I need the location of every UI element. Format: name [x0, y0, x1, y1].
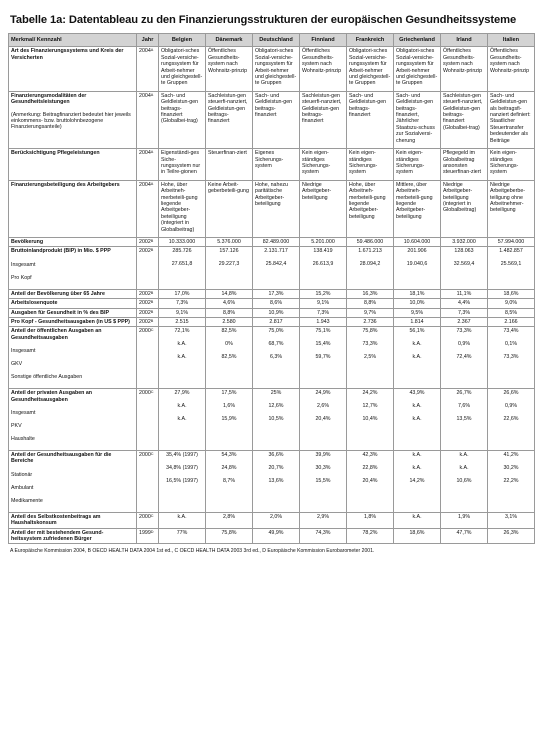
- cell-value: 138.419: [313, 248, 333, 255]
- table-cell: Pflegegeld im Globalbeitrag ansonsten steuerfinan-ziert: [441, 149, 488, 181]
- year-cell: $2004^A$: [137, 47, 159, 91]
- row-label: Art des Finanzierungssystems und Kreis der Versicherten: [9, 47, 137, 91]
- table-cell: [488, 247, 535, 289]
- cell-value: 157.126: [219, 248, 239, 255]
- table-cell: Hohe, nahezu paritätische Arbeitgeber-beteiligung: [253, 180, 300, 237]
- table-row: [9, 299, 535, 308]
- table-cell: Sach- und Geldleistun-gen als beitragsfi-nanziert definiert: Staatlicher Steuertransfer bedeutender als Beiträge: [488, 91, 535, 148]
- cell-value: 10,5%: [268, 416, 284, 423]
- table-cell: 26,3%: [488, 528, 535, 544]
- table-cell: [159, 247, 206, 289]
- table-cell: Hohe, über Arbeitneh-merbeteili-gung liegende Arbeitgeber-beteiligung (integriert in Globalbeitrag): [159, 180, 206, 237]
- table-row: [9, 308, 535, 317]
- table-cell: Sachleistun-gen steuerfi-nanziert, Geldleistun-gen beitrags-finanziert (Globalbei-trag): [441, 91, 488, 148]
- sub-label: Insgesamt: [11, 261, 36, 268]
- row-label: Finanzierungsmodalitäten der Gesundheitsleistungen (Anmerkung: Beitragfinanziert bedeutet hier jeweils einkommens- bzw. bruttolohnbezogene Finanzierungsanteile): [9, 91, 137, 148]
- source-marker: C: [150, 513, 154, 518]
- row-label: [9, 327, 137, 389]
- table-cell: 2,8%: [206, 512, 253, 528]
- cell-value: 10,6%: [456, 478, 472, 485]
- row-label: Arbeitslosenquote: [9, 299, 137, 308]
- table-cell: 2,9%: [300, 512, 347, 528]
- cell-value: 75,1%: [315, 328, 331, 335]
- table-cell: [394, 389, 441, 451]
- cell-value: 6,3%: [269, 354, 283, 361]
- source-marker: B: [150, 290, 154, 295]
- sub-label: Ambulant: [11, 484, 34, 491]
- table-cell: Steuerfinan-ziert: [206, 149, 253, 181]
- source-marker: D: [150, 529, 154, 534]
- table-cell: 9,1%: [159, 308, 206, 317]
- table-cell: 78,2%: [347, 528, 394, 544]
- source-marker: A: [150, 48, 154, 53]
- table-cell: 75,8%: [206, 528, 253, 544]
- table-cell: Kein eigen-ständiges Sicherungs-system: [488, 149, 535, 181]
- table-cell: 4,6%: [206, 299, 253, 308]
- cell-value: 285.726: [172, 248, 192, 255]
- cell-value: 34,8% (1997): [166, 465, 198, 472]
- table-cell: Öffentliches Gesundheits-system nach Wohnsitz-prinzip: [206, 47, 253, 91]
- cell-value: 0,1%: [504, 341, 518, 348]
- cell-value: 39,9%: [315, 452, 331, 459]
- cell-value: 19.040,6: [406, 261, 428, 268]
- cell-value: 68,7%: [268, 341, 284, 348]
- cell-value: 2,5%: [363, 354, 377, 361]
- sub-label: Haushalte: [11, 436, 35, 443]
- cell-value: 30,2%: [503, 465, 519, 472]
- table-cell: 9,5%: [394, 308, 441, 317]
- cell-value: 22,2%: [503, 478, 519, 485]
- source-marker: B: [150, 300, 154, 305]
- cell-value: 26,7%: [456, 390, 472, 397]
- column-header: Dänemark: [206, 34, 253, 47]
- column-header: Griechenland: [394, 34, 441, 47]
- cell-value: 24,2%: [362, 390, 378, 397]
- table-cell: 2,0%: [253, 512, 300, 528]
- source-marker: A: [150, 181, 154, 186]
- cell-value: 72,1%: [174, 328, 190, 335]
- table-cell: [253, 389, 300, 451]
- table-cell: 57.994.000: [488, 237, 535, 246]
- table-cell: Sach- und Geldleistun-gen beitrags-finanziert: [253, 91, 300, 148]
- cell-value: k.A.: [412, 341, 422, 348]
- cell-value: 32.569,4: [453, 261, 475, 268]
- table-cell: [159, 389, 206, 451]
- cell-value: 59,7%: [315, 354, 331, 361]
- cell-value: 2.131.717: [264, 248, 288, 255]
- table-row: [9, 149, 535, 181]
- cell-value: k.A.: [177, 403, 187, 410]
- table-cell: [394, 451, 441, 513]
- cell-value: 16,5% (1997): [166, 478, 198, 485]
- column-header: Deutschland: [253, 34, 300, 47]
- table-cell: Hohe, über Arbeitneh-merbeteili-gung liegende Arbeitgeber-beteiligung: [347, 180, 394, 237]
- cell-value: 1.482.857: [499, 248, 523, 255]
- cell-value: k.A.: [412, 452, 422, 459]
- table-cell: 7,3%: [159, 299, 206, 308]
- column-header: Belgien: [159, 34, 206, 47]
- cell-value: 12,6%: [268, 403, 284, 410]
- table-cell: [347, 247, 394, 289]
- table-row: [9, 47, 535, 91]
- table-cell: 9,0%: [488, 299, 535, 308]
- table-cell: [441, 247, 488, 289]
- table-cell: Obligatori-sches Sozial-versiche-rungssystem für Arbeit-nehmer und gleichgestell-te Gruppen: [253, 47, 300, 91]
- source-marker: A: [150, 150, 154, 155]
- table-cell: 7,3%: [300, 308, 347, 317]
- sub-label: Stationär: [11, 471, 33, 478]
- table-cell: Kein eigen-ständiges Sicherungs-system: [394, 149, 441, 181]
- table-cell: 1.943: [300, 318, 347, 327]
- cell-value: 27,9%: [174, 390, 190, 397]
- cell-value: 13,6%: [268, 478, 284, 485]
- sub-label: Insgesamt: [11, 348, 36, 355]
- table-cell: 2.367: [441, 318, 488, 327]
- table-cell: [159, 327, 206, 389]
- row-label: Bevölkerung: [9, 237, 137, 246]
- table-cell: Eigenes Sicherungs-system: [253, 149, 300, 181]
- cell-value: 24,8%: [221, 465, 237, 472]
- table-cell: [347, 327, 394, 389]
- cell-value: 25%: [270, 390, 282, 397]
- table-cell: 18,1%: [394, 289, 441, 298]
- year-cell: $2000^C$: [137, 512, 159, 528]
- table-row: [9, 237, 535, 246]
- cell-value: k.A.: [177, 354, 187, 361]
- cell-value: 26,6%: [503, 390, 519, 397]
- table-cell: Öffentliches Gesundheits-system nach Wohnsitz-prinzip: [441, 47, 488, 91]
- table-cell: 15,2%: [300, 289, 347, 298]
- group-label: Bruttoinlandprodukt (BIP) in Mio. $ PPP: [11, 248, 111, 255]
- cell-value: 26.613,9: [312, 261, 334, 268]
- table-cell: 2.817: [253, 318, 300, 327]
- year-cell: $2002^B$: [137, 247, 159, 289]
- table-row: [9, 247, 535, 289]
- table-cell: 10.333.000: [159, 237, 206, 246]
- table-cell: 8,5%: [488, 308, 535, 317]
- table-cell: [206, 327, 253, 389]
- cell-value: k.A.: [459, 452, 469, 459]
- cell-value: 20,7%: [268, 465, 284, 472]
- year-cell: $2000^C$: [137, 327, 159, 389]
- table-cell: 2.736: [347, 318, 394, 327]
- table-cell: Niedrige Arbeitgeber-beteiligung: [300, 180, 347, 237]
- table-cell: [441, 327, 488, 389]
- table-cell: Sach- und Geldleistun-gen beitrags-finanziert, Jährlicher Staatszu-schuss zur Sozialversi-cherung: [394, 91, 441, 148]
- group-label: Anteil der öffentlichen Ausgaben an Gesundheitsausgaben: [11, 328, 102, 341]
- year-cell: $2004^A$: [137, 180, 159, 237]
- column-header: Irland: [441, 34, 488, 47]
- sub-label: Pro Kopf: [11, 274, 32, 281]
- table-cell: 5.201.000: [300, 237, 347, 246]
- source-marker: C: [150, 452, 154, 457]
- source-marker: A: [150, 92, 154, 97]
- cell-value: 15,5%: [315, 478, 331, 485]
- table-cell: [300, 327, 347, 389]
- column-header: Italien: [488, 34, 535, 47]
- cell-value: 25.842,4: [265, 261, 287, 268]
- cell-value: 75,0%: [268, 328, 284, 335]
- table-cell: 17,0%: [159, 289, 206, 298]
- cell-value: 73,3%: [362, 341, 378, 348]
- header-row: [9, 34, 535, 47]
- row-label: [9, 451, 137, 513]
- page-title: Tabelle 1a: Datentableau zu den Finanzierungsstrukturen der europäischen Gesundheitssysteme: [10, 14, 517, 26]
- sub-label: Medikamente: [11, 497, 43, 504]
- cell-value: 0,9%: [457, 341, 471, 348]
- cell-value: k.A.: [177, 416, 187, 423]
- table-cell: 18,6%: [488, 289, 535, 298]
- table-row: [9, 451, 535, 513]
- sub-label: GKV: [11, 361, 23, 368]
- table-cell: 9,7%: [347, 308, 394, 317]
- column-header: Jahr: [137, 34, 159, 47]
- table-cell: [441, 389, 488, 451]
- table-cell: Sach- und Geldleistun-gen beitrags-finanziert (Globalbei-trag): [159, 91, 206, 148]
- cell-value: k.A.: [412, 354, 422, 361]
- cell-value: 82,5%: [221, 354, 237, 361]
- table-cell: [394, 327, 441, 389]
- table-cell: [300, 247, 347, 289]
- year-cell: $2002^B$: [137, 299, 159, 308]
- table-cell: [253, 327, 300, 389]
- row-label: Finanzierungsbeteiligung des Arbeitgebers: [9, 180, 137, 237]
- table-cell: [300, 389, 347, 451]
- table-cell: 10.604.000: [394, 237, 441, 246]
- sub-label: PKV: [11, 423, 22, 430]
- table-cell: [488, 451, 535, 513]
- cell-value: 27.651,8: [171, 261, 193, 268]
- source-marker: B: [150, 309, 154, 314]
- row-label: Anteil der mit bestehendem Gesund-heitssystem zufriedenen Bürger: [9, 528, 137, 544]
- table-cell: 17,3%: [253, 289, 300, 298]
- footnote: A Europäische Kommission 2004, B OECD HEALTH DATA 2004 1st ed., C OECD HEALTH DATA 2003 3rd ed., D Europäische Kommission Eurobarometer 2001.: [10, 548, 375, 555]
- cell-value: 7,6%: [457, 403, 471, 410]
- table-cell: 77%: [159, 528, 206, 544]
- cell-value: 14,2%: [409, 478, 425, 485]
- row-label: Anteil der Bevölkerung über 65 Jahre: [9, 289, 137, 298]
- cell-value: 20,4%: [315, 416, 331, 423]
- year-cell: $2002^B$: [137, 308, 159, 317]
- table-cell: 11,1%: [441, 289, 488, 298]
- cell-value: 2,6%: [316, 403, 330, 410]
- table-cell: k.A.: [159, 512, 206, 528]
- cell-value: 1.671.213: [358, 248, 382, 255]
- cell-value: 30,3%: [315, 465, 331, 472]
- source-marker: B: [150, 248, 154, 253]
- year-cell: $2002^B$: [137, 289, 159, 298]
- cell-value: 73,3%: [503, 354, 519, 361]
- table-row: [9, 512, 535, 528]
- sub-label: Sonstige öffentliche Ausgaben: [11, 374, 83, 381]
- cell-value: k.A.: [412, 465, 422, 472]
- cell-value: 13,5%: [456, 416, 472, 423]
- row-note: (Anmerkung: Beitragfinanziert bedeutet hier jeweils einkommens- bzw. bruttolohnbezogene Finanzierungsanteile): [11, 111, 131, 131]
- column-header: Frankreich: [347, 34, 394, 47]
- row-label: [9, 247, 137, 289]
- table-cell: 74,3%: [300, 528, 347, 544]
- cell-value: 20,4%: [362, 478, 378, 485]
- cell-value: k.A.: [177, 341, 187, 348]
- table-cell: [300, 451, 347, 513]
- cell-value: 41,2%: [503, 452, 519, 459]
- table-cell: 2.580: [206, 318, 253, 327]
- cell-value: 24,9%: [315, 390, 331, 397]
- table-cell: Keine Arbeit-geberbeteili-gung: [206, 180, 253, 237]
- row-label: Pro Kopf - Gesundheitsausgaben (in US $ PPP): [9, 318, 137, 327]
- table-cell: 49,9%: [253, 528, 300, 544]
- cell-value: k.A.: [412, 403, 422, 410]
- table-cell: [253, 247, 300, 289]
- cell-value: 29.227,3: [218, 261, 240, 268]
- table-cell: 47,7%: [441, 528, 488, 544]
- table-cell: [441, 451, 488, 513]
- table-cell: [347, 389, 394, 451]
- table-cell: Öffentliches Gesundheits-system nach Wohnsitz-prinzip: [488, 47, 535, 91]
- table-cell: 82.489.000: [253, 237, 300, 246]
- table-cell: 18,6%: [394, 528, 441, 544]
- cell-value: 35,4% (1997): [166, 452, 198, 459]
- table-cell: Obligatori-sches Sozial-versiche-rungssystem für Arbeit-nehmer und gleichgestell-te Gruppen: [159, 47, 206, 91]
- table-cell: k.A.: [394, 512, 441, 528]
- table-cell: [206, 247, 253, 289]
- group-label: Anteil der privaten Ausgaben an Gesundheitsausgaben: [11, 390, 93, 403]
- table-cell: Sachleistun-gen steuerfi-nanziert, Geldleistun-gen beitrags-finanziert: [206, 91, 253, 148]
- source-marker: B: [150, 319, 154, 323]
- row-label: [9, 389, 137, 451]
- table-cell: 8,8%: [206, 308, 253, 317]
- table-cell: [159, 451, 206, 513]
- cell-value: 73,3%: [456, 328, 472, 335]
- table-cell: Obligatori-sches Sozial-versiche-rungssystem für Arbeit-nehmer und gleichgestell-te Gruppen: [347, 47, 394, 91]
- table-cell: 1,8%: [347, 512, 394, 528]
- table-cell: 2.515: [159, 318, 206, 327]
- table-cell: 8,6%: [253, 299, 300, 308]
- source-marker: C: [150, 328, 154, 333]
- table-cell: Öffentliches Gesundheits-system nach Wohnsitz-prinzip: [300, 47, 347, 91]
- cell-value: 75,8%: [362, 328, 378, 335]
- table-cell: [394, 247, 441, 289]
- cell-value: 73,4%: [503, 328, 519, 335]
- cell-value: 8,7%: [222, 478, 236, 485]
- cell-value: 22,8%: [362, 465, 378, 472]
- cell-value: 128.063: [454, 248, 474, 255]
- cell-value: 82,5%: [221, 328, 237, 335]
- table-row: [9, 528, 535, 544]
- table-row: [9, 318, 535, 327]
- table-cell: 3.932.000: [441, 237, 488, 246]
- year-cell: $2004^A$: [137, 91, 159, 148]
- table-cell: 7,3%: [441, 308, 488, 317]
- cell-value: k.A.: [459, 465, 469, 472]
- year-cell: $2004^A$: [137, 149, 159, 181]
- table-cell: Obligatori-sches Sozial-versiche-rungssystem für Arbeit-nehmer und gleichgestell-te Gruppen: [394, 47, 441, 91]
- cell-value: 72,4%: [456, 354, 472, 361]
- table-cell: [206, 389, 253, 451]
- table-cell: 59.486.000: [347, 237, 394, 246]
- table-row: [9, 327, 535, 389]
- table-cell: Niedrige Arbeitgeberbe-teiligung ohne Arbeitnehmer-beteiligung: [488, 180, 535, 237]
- table-cell: [253, 451, 300, 513]
- cell-value: 28.094,2: [359, 261, 381, 268]
- cell-value: 1,6%: [222, 403, 236, 410]
- table-cell: 2.166: [488, 318, 535, 327]
- cell-value: 15,9%: [221, 416, 237, 423]
- cell-value: 42,3%: [362, 452, 378, 459]
- cell-value: 22,6%: [503, 416, 519, 423]
- group-label: Anteil der Gesundheitsausgaben für die Bereiche: [11, 452, 112, 465]
- year-cell: $2000^C$: [137, 451, 159, 513]
- row-label: Anteil des Selbstkostenbeitrags am Haushaltskonsum: [9, 512, 137, 528]
- cell-value: 0,9%: [504, 403, 518, 410]
- table-cell: 1,9%: [441, 512, 488, 528]
- cell-value: 56,1%: [409, 328, 425, 335]
- cell-value: 10,4%: [362, 416, 378, 423]
- cell-value: 17,5%: [221, 390, 237, 397]
- data-table: [8, 33, 535, 544]
- table-row: [9, 91, 535, 148]
- table-cell: 9,1%: [300, 299, 347, 308]
- column-header: Finnland: [300, 34, 347, 47]
- table-cell: Kein eigen-ständiges Sicherungs-system: [300, 149, 347, 181]
- table-cell: [206, 451, 253, 513]
- table-cell: 10,0%: [394, 299, 441, 308]
- table-cell: Mittlere, über Arbeitneh-merbeteili-gung liegende Arbeitgeber-beteiligung: [394, 180, 441, 237]
- table-cell: 10,9%: [253, 308, 300, 317]
- year-cell: $2000^C$: [137, 389, 159, 451]
- table-row: [9, 389, 535, 451]
- table-cell: 4,4%: [441, 299, 488, 308]
- table-cell: Eigenständi-ges Siche-rungssystem nur in Teilre-gionen: [159, 149, 206, 181]
- year-cell: $1999^D$: [137, 528, 159, 544]
- table-cell: 3,1%: [488, 512, 535, 528]
- table-cell: Kein eigen-ständiges Sicherungs-system: [347, 149, 394, 181]
- table-row: [9, 289, 535, 298]
- cell-value: 201.906: [407, 248, 427, 255]
- source-marker: C: [150, 390, 154, 395]
- year-cell: $2002^B$: [137, 237, 159, 246]
- table-cell: [488, 389, 535, 451]
- cell-value: 25.569,1: [500, 261, 522, 268]
- column-header: Merkmal/ Kennzahl: [9, 34, 137, 47]
- year-cell: $2002^B$: [137, 318, 159, 327]
- table-row: [9, 180, 535, 237]
- cell-value: 54,3%: [221, 452, 237, 459]
- table-cell: [347, 451, 394, 513]
- cell-value: 12,7%: [362, 403, 378, 410]
- table-cell: Niedrige Arbeitgeber-beteiligung (integriert in Globalbeitrag): [441, 180, 488, 237]
- table-cell: 8,8%: [347, 299, 394, 308]
- source-marker: B: [150, 238, 154, 243]
- table-cell: 5.376.000: [206, 237, 253, 246]
- table-cell: Sachleistun-gen steuerfi-nanziert, Geldleistun-gen beitrags-finanziert: [300, 91, 347, 148]
- cell-value: 15,4%: [315, 341, 331, 348]
- table-cell: 1.814: [394, 318, 441, 327]
- sub-label: Insgesamt: [11, 410, 36, 417]
- table-cell: 14,8%: [206, 289, 253, 298]
- cell-value: k.A.: [412, 416, 422, 423]
- row-label: Berücksichtigung Pflegeleistungen: [9, 149, 137, 181]
- cell-value: 0%: [225, 341, 233, 348]
- cell-value: 36,6%: [268, 452, 284, 459]
- cell-value: 43,9%: [409, 390, 425, 397]
- table-cell: Sach- und Geldleistun-gen beitrags-finanziert: [347, 91, 394, 148]
- row-label: Ausgaben für Gesundheit in % des BIP: [9, 308, 137, 317]
- table-cell: 16,3%: [347, 289, 394, 298]
- table-cell: [488, 327, 535, 389]
